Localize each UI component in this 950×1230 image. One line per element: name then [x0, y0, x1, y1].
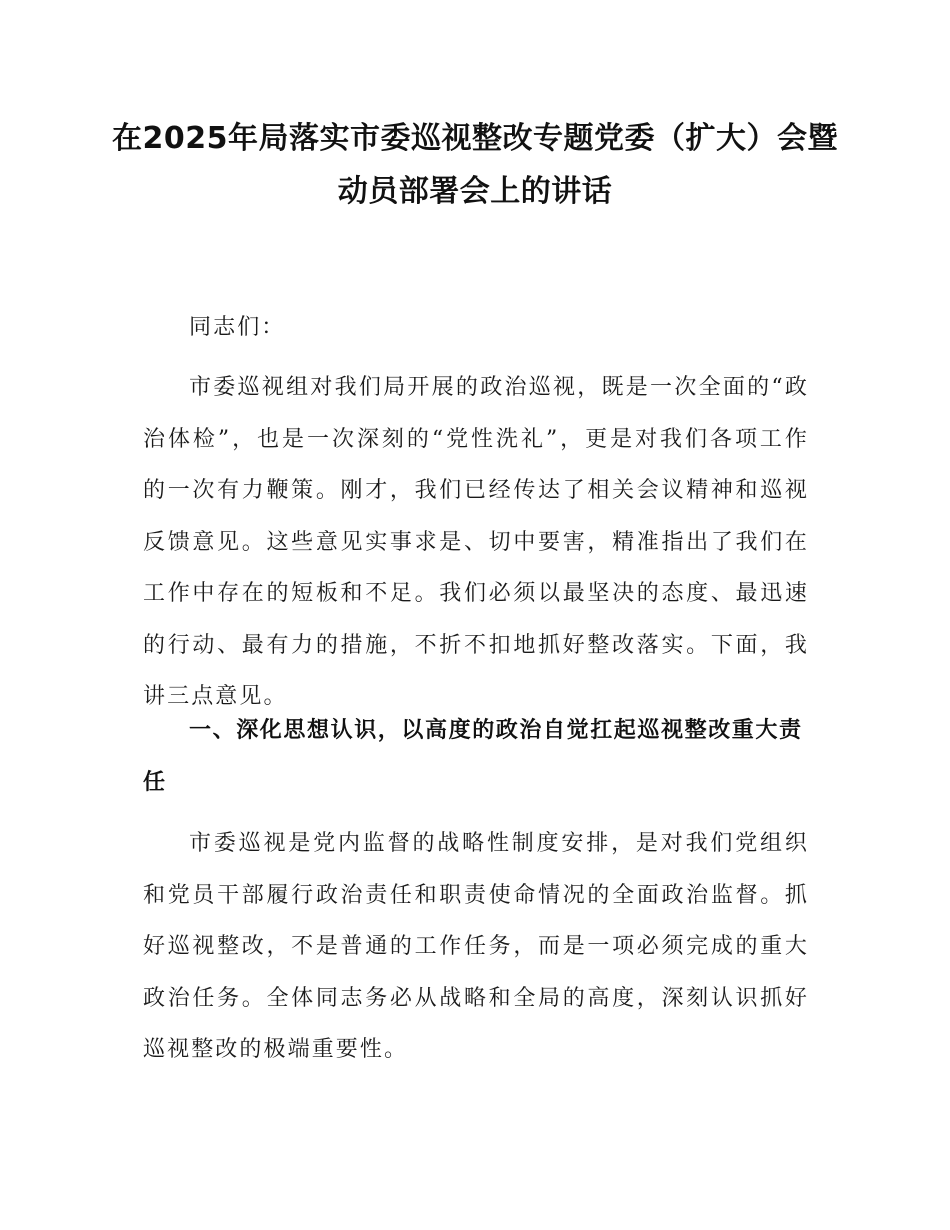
paragraph-section-1: 市委巡视是党内监督的战略性制度安排，是对我们党组织和党员干部履行政治责任和职责使命情况的全面政治监督。抓好巡视整改，不是普通的工作任务，而是一项必须完成的重大政治任务。全体同志务必从战略和全局的高度，深刻认识抓好巡视整改的极端重要性。 — [143, 831, 809, 1062]
paragraph-opening: 市委巡视组对我们局开展的政治巡视，既是一次全面的“政治体检”，也是一次深刻的“党性洗礼”，更是对我们各项工作的一次有力鞭策。刚才，我们已经传达了相关会议精神和巡视反馈意见。这些意见实事求是、切中要害，精准指出了我们在工作中存在的短板和不足。我们必须以最坚决的态度、最迅速的行动、最有力的措施，不折不扣地抓好整改落实。下面，我讲三点意见。 — [143, 375, 809, 709]
greeting: 同志们： — [189, 315, 286, 340]
document-title: 在2025年局落实市委巡视整改专题党委（扩大）会暨动员部署会上的讲话 — [112, 121, 838, 209]
section-heading-1: 一、深化思想认识，以高度的政治自觉扛起巡视整改重大责任 — [143, 718, 803, 795]
